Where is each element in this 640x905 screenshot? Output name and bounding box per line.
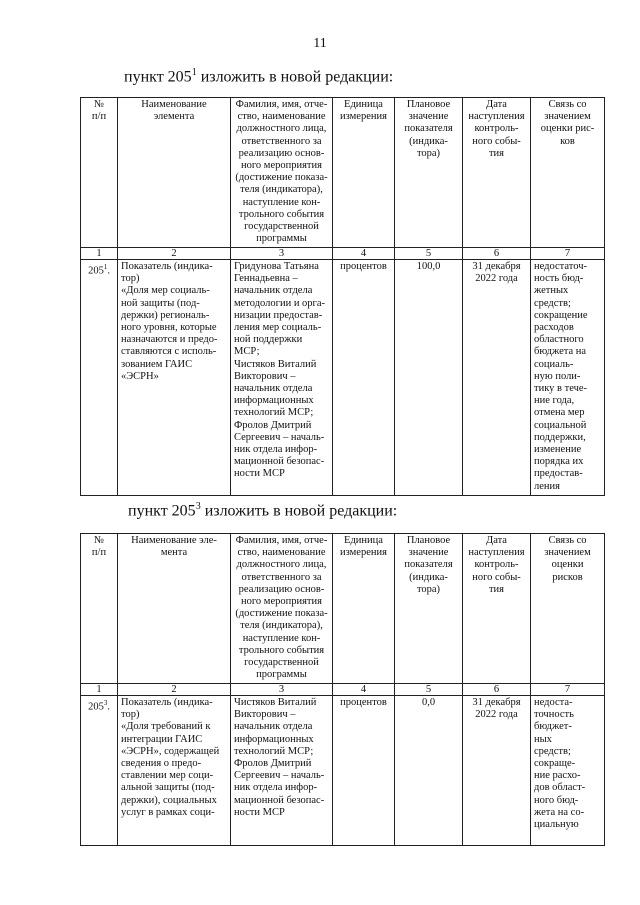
header-cell-risk: Связь со значением оценки рисков [531, 534, 605, 684]
section-1-heading [124, 67, 393, 86]
column-number: 4 [333, 684, 395, 696]
section-2-heading [128, 501, 397, 520]
column-number: 5 [395, 248, 463, 260]
column-number-row [81, 684, 605, 696]
risk-link: недостаточ- ность бюд- жетных средств; сокращение расходов областного бюджета на социаль- ную поли- тику в тече- ние года, отмена мер социальной поддержки, изменение порядка их предостав- ления [531, 260, 605, 496]
column-number: 3 [231, 248, 333, 260]
unit: процентов [333, 260, 395, 496]
heading-sup: 1 [191, 67, 197, 78]
section-2-table [80, 533, 605, 846]
column-number: 6 [463, 684, 531, 696]
responsible-persons: Гридунова Татьяна Геннадьевна – начальник отдела методологии и орга- низации предостав- ления мер социаль- ной поддержки МСР; Чистяков Виталий Викторович – начальник отдела информационных технологий МСР; Фролов Дмитрий Сергеевич – началь- ник отдела инфор- мационной безопас- ности МСР [231, 260, 333, 496]
table-row [81, 696, 605, 846]
element-name: Показатель (индика- тор) «Доля мер социаль- ной защиты (под- держки) региональ- ного уровня, которые назначаются и предо- ставляются с исполь- зованием ГАИС «ЭСРН» [118, 260, 231, 496]
heading-suffix: изложить в новой редакции: [200, 502, 398, 520]
table-row [81, 260, 605, 496]
event-date: 31 декабря 2022 года [463, 696, 531, 846]
column-number: 7 [531, 684, 605, 696]
header-cell-unit: Единица измерения [333, 98, 395, 248]
planned-value: 0,0 [395, 696, 463, 846]
risk-link: недоста- точность бюджет- ных средств; сокраще- ние расхо- дов облаcт- ного бюд- жета на со- циальную [531, 696, 605, 846]
row-number: $205^3$. [81, 696, 118, 846]
table-header-row [81, 98, 605, 248]
unit: процентов [333, 696, 395, 846]
header-cell-value: Плановое значение показателя (индика- тора) [395, 98, 463, 248]
header-cell-num: № п/п [81, 98, 118, 248]
header-cell-name: Наименование эле- мента [118, 534, 231, 684]
column-number: 3 [231, 684, 333, 696]
column-number: 1 [81, 684, 118, 696]
row-number: $205^1$. [81, 260, 118, 496]
header-cell-value: Плановое значение показателя (индика- тора) [395, 534, 463, 684]
column-number: 1 [81, 248, 118, 260]
heading-sup: 3 [195, 501, 201, 512]
section-1-table [80, 97, 605, 496]
header-cell-name: Наименование элемента [118, 98, 231, 248]
planned-value: 100,0 [395, 260, 463, 496]
column-number-row [81, 248, 605, 260]
column-number: 6 [463, 248, 531, 260]
header-cell-unit: Единица измерения [333, 534, 395, 684]
column-number: 2 [118, 248, 231, 260]
heading-prefix: пункт 205 [128, 502, 196, 520]
heading-prefix: пункт 205 [124, 68, 192, 86]
event-date: 31 декабря 2022 года [463, 260, 531, 496]
column-number: 5 [395, 684, 463, 696]
header-cell-num: № п/п [81, 534, 118, 684]
header-cell-responsible: Фамилия, имя, отче- ство, наименование должностного лица, ответственного за реализацию основ- ного мероприятия (достижение показа- теля (индикатора), наступление кон- трольного события государственной программы [231, 534, 333, 684]
column-number: 2 [118, 684, 231, 696]
heading-suffix: изложить в новой редакции: [196, 68, 394, 86]
column-number: 4 [333, 248, 395, 260]
page-number: 11 [313, 36, 327, 51]
column-number: 7 [531, 248, 605, 260]
element-name: Показатель (индика- тор) «Доля требований к интеграции ГАИС «ЭСРН», содержащей сведения о предо- ставлении мер соци- альной защиты (под- держки), социальных услуг в рамках соци- [118, 696, 231, 846]
header-cell-responsible: Фамилия, имя, отче- ство, наименование должностного лица, ответственного за реализацию основ- ного мероприятия (достижение показа- теля (индикатора), наступление кон- трольного события государственной программы [231, 98, 333, 248]
header-cell-date: Дата наступления контроль- ного собы- тия [463, 98, 531, 248]
header-cell-risk: Связь со значением оценки рис- ков [531, 98, 605, 248]
header-cell-date: Дата наступления контроль- ного собы- тия [463, 534, 531, 684]
responsible-persons: Чистяков Виталий Викторович – начальник отдела информационных технологий МСР; Фролов Дмитрий Сергеевич – началь- ник отдела инфор- мационной безопас- ности МСР [231, 696, 333, 846]
table-header-row [81, 534, 605, 684]
